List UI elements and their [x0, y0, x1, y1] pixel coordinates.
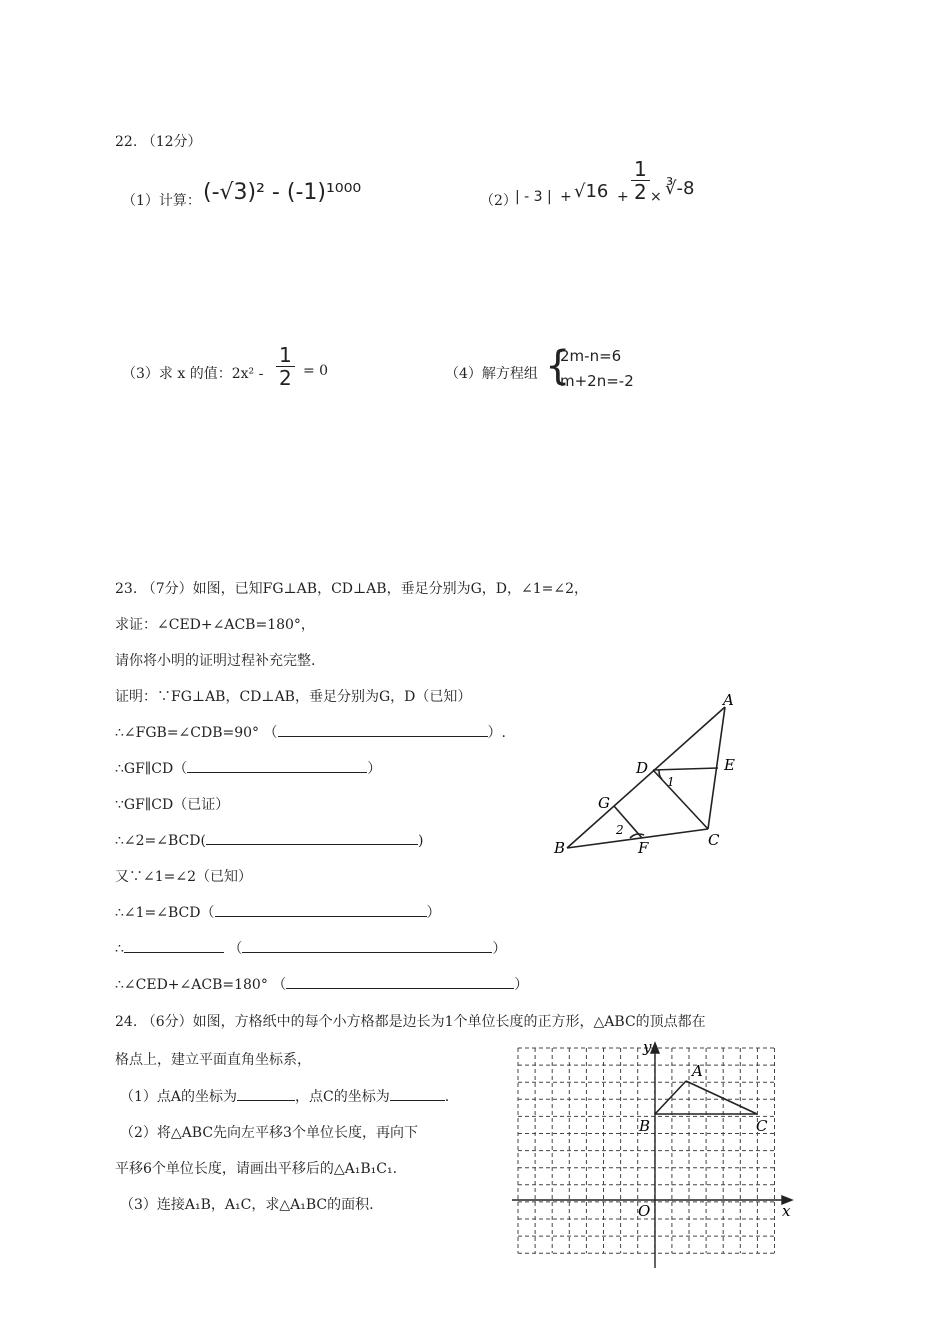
q23-line-7: ∵GF∥CD（已证）: [115, 797, 230, 813]
q24-line-1: 24. （6分）如图，方格纸中的每个小方格都是边长为1个单位长度的正方形，△ABC的顶点都在: [115, 1014, 706, 1030]
q22-part2-times: ×: [650, 189, 662, 205]
label-angle-2: 2: [616, 823, 624, 837]
answer-blank[interactable]: [124, 938, 224, 953]
q22-part4-eq1: 2m-n=6: [560, 347, 622, 365]
q23-line-8-end: ): [417, 833, 424, 849]
label-a: A: [692, 1062, 703, 1080]
q23-line-4: 证明：∵FG⊥AB，CD⊥AB，垂足分别为G，D（已知）: [115, 689, 472, 705]
triangle-figure: [545, 688, 765, 858]
q23-line-10-text: ∴∠1=∠BCD（: [115, 905, 215, 921]
q24-line-3-mid: ，点C的坐标为: [295, 1089, 390, 1105]
q23-line-12: [115, 974, 528, 994]
q23-line-9: 又∵∠1=∠2（已知）: [115, 869, 253, 885]
q23-line-2: 求证：∠CED+∠ACB=180°，: [115, 617, 315, 633]
segment-ac: [686, 1081, 757, 1114]
label-a: A: [723, 691, 734, 709]
q23-line-8-text: ∴∠2=∠BCD(: [115, 833, 206, 849]
q23-line-11: [115, 938, 506, 958]
q22-part1-expression: (-√3)² - (-1)¹⁰⁰⁰: [203, 180, 362, 205]
q24-line-3-text: （1）点A的坐标为: [120, 1089, 238, 1105]
q24-line-4: （2）将△ABC先向左平移3个单位长度，再向下: [120, 1125, 418, 1141]
q22-part2-plus: +: [560, 189, 572, 205]
answer-blank[interactable]: [242, 938, 492, 953]
q23-line-5-text: ∴∠FGB=∠CDB=90° （: [115, 725, 278, 741]
q23-line-10-end: ）: [426, 905, 441, 921]
q23-line-11-open: （: [228, 941, 243, 957]
coordinate-grid: [505, 1035, 800, 1275]
q24-line-2: 格点上，建立平面直角坐标系，: [115, 1052, 311, 1068]
fraction-denominator: 2: [279, 366, 292, 390]
segment-de: [653, 768, 718, 770]
q22-part2-label: （2）: [480, 193, 517, 209]
answer-blank[interactable]: [390, 1086, 445, 1101]
label-d: D: [636, 759, 649, 777]
q24-line-3-end: .: [444, 1089, 450, 1105]
q22-part1-label: （1）计算：: [122, 193, 201, 209]
answer-blank[interactable]: [187, 758, 367, 773]
label-c: C: [708, 831, 720, 849]
q23-line-12-text: ∴∠CED+∠ACB=180° （: [115, 977, 287, 993]
brace-icon: {: [545, 343, 571, 389]
q23-line-12-end: ）: [514, 977, 529, 993]
fraction-numerator: 1: [276, 344, 295, 367]
q23-line-6-end: ）: [367, 761, 382, 777]
label-g: G: [598, 794, 610, 812]
q23-line-11-end: ）: [492, 941, 507, 957]
q22-part4-label: （4）解方程组: [445, 366, 538, 382]
q23-line-3: 请你将小明的证明过程补充完整.: [115, 653, 316, 669]
q23-line-10: [115, 902, 441, 922]
q23-line-6-text: ∴GF∥CD（: [115, 761, 188, 777]
q22-part2-cbrt: ∛-8: [665, 178, 695, 199]
answer-blank[interactable]: [215, 902, 427, 917]
answer-blank[interactable]: [286, 974, 514, 989]
label-x: x: [782, 1202, 791, 1220]
q22-part3-fraction: [276, 344, 295, 389]
q22-part2-plus-2: +: [617, 189, 629, 205]
q22-part2-abs: | - 3 |: [515, 189, 552, 205]
q24-line-3: [120, 1086, 449, 1106]
label-b: B: [554, 839, 566, 857]
label-origin: O: [638, 1202, 651, 1220]
q22-part2-sqrt16: √16: [574, 181, 609, 202]
label-c: C: [756, 1117, 768, 1135]
q24-line-6: （3）连接A₁B，A₁C，求△A₁BC的面积.: [120, 1197, 374, 1213]
fraction-numerator: 1: [631, 158, 650, 181]
label-f: F: [638, 839, 649, 857]
segment-ab: [567, 707, 725, 848]
q22-part2-fraction: [631, 158, 650, 203]
q23-line-11-text: ∴: [115, 941, 124, 957]
q22-part3-label: （3）求 x 的值：2x² -: [122, 366, 264, 382]
q22-header: 22. （12分）: [115, 134, 202, 150]
q24-line-5: 平移6个单位长度，请画出平移后的△A₁B₁C₁.: [115, 1161, 398, 1177]
label-angle-1: 1: [667, 775, 675, 789]
q23-line-8: [115, 830, 423, 849]
answer-blank[interactable]: [278, 722, 488, 737]
q22-part3-tail: = 0: [303, 363, 329, 379]
label-b: B: [639, 1117, 651, 1135]
fraction-denominator: 2: [634, 180, 647, 204]
label-e: E: [724, 756, 735, 774]
answer-blank[interactable]: [206, 830, 418, 845]
q23-line-6: [115, 758, 381, 778]
q22-part4-eq2: m+2n=-2: [560, 372, 634, 390]
answer-blank[interactable]: [237, 1086, 295, 1101]
q23-line-1: 23. （7分）如图，已知FG⊥AB，CD⊥AB，垂足分别为G，D，∠1=∠2，: [115, 581, 588, 597]
q23-line-5: [115, 722, 506, 742]
label-y: y: [643, 1038, 652, 1056]
segment-ba: [655, 1081, 686, 1114]
q23-line-5-end: ）.: [487, 725, 506, 741]
